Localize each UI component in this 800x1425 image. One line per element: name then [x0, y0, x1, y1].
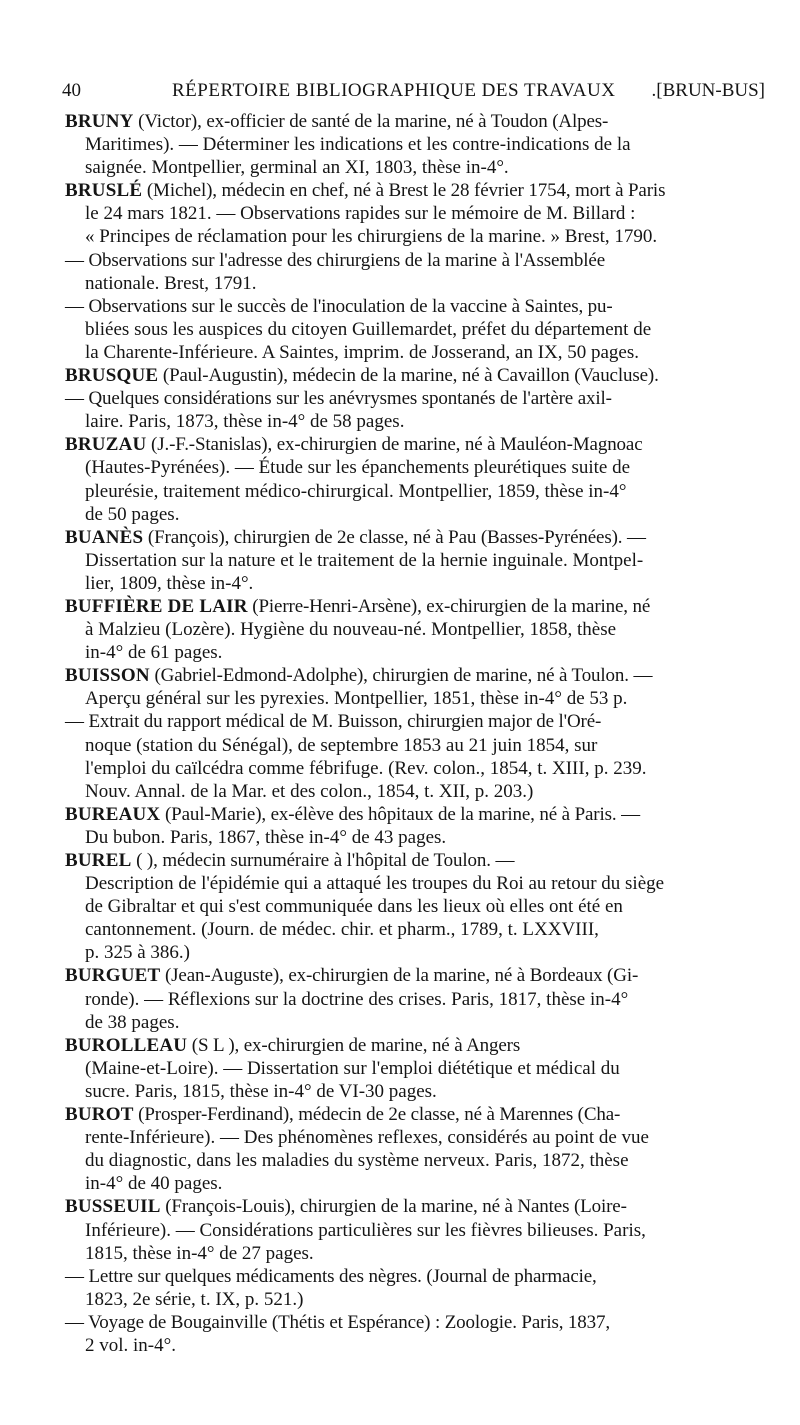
- entry-text-line: 1815, thèse in-4° de 27 pages.: [85, 1242, 314, 1264]
- entry-text-line: du diagnostic, dans les maladies du système nerveux. Paris, 1872, thèse: [85, 1150, 629, 1172]
- entry-text-line: Nouv. Annal. de la Mar. et des colon., 1854, t. XII, p. 203.): [85, 780, 534, 802]
- entry-text-line: (Hautes-Pyrénées). — Étude sur les épanchements pleurétiques suite de: [85, 457, 631, 479]
- entry-text-line: cantonnement. (Journ. de médec. chir. et pharm., 1789, t. LXXVIII,: [85, 919, 599, 941]
- entry-text-line: — Lettre sur quelques médicaments des nègres. (Journal de pharmacie,: [65, 1265, 597, 1287]
- author-name: BRUNY: [65, 111, 134, 132]
- entry-text-line: — Observations sur le succès de l'inoculation de la vaccine à Saintes, pu-: [65, 295, 613, 317]
- entry-heading-line: BUREAUX (Paul-Marie), ex-élève des hôpitaux de la marine, né à Paris. —: [65, 803, 640, 825]
- entry-heading-line: BRUZAU (J.-F.-Stanislas), ex-chirurgien de marine, né à Mauléon-Magnoac: [65, 434, 643, 456]
- entry-heading-line: BUROLLEAU (S L ), ex-chirurgien de marine, né à Angers: [65, 1034, 521, 1056]
- running-title: RÉPERTOIRE BIBLIOGRAPHIQUE DES TRAVAUX: [172, 80, 616, 101]
- entry-range: .[BRUN-BUS]: [651, 80, 765, 101]
- entry-text-line: ronde). — Réflexions sur la doctrine des crises. Paris, 1817, thèse in-4°: [85, 988, 629, 1010]
- bibliography-entry: [65, 664, 765, 803]
- entry-text-line: in-4° de 40 pages.: [85, 1173, 223, 1195]
- entry-text-line: Maritimes). — Déterminer les indications et les contre-indications de la: [85, 134, 631, 156]
- entry-text-line: p. 325 à 386.): [85, 942, 191, 964]
- entry-text-line: — Extrait du rapport médical de M. Buisson, chirurgien major de l'Oré-: [65, 711, 602, 733]
- author-name: BUREAUX: [65, 803, 161, 825]
- page-number: 40: [62, 80, 81, 101]
- entry-text-line: — Quelques considérations sur les anévrysmes spontanés de l'artère axil-: [65, 388, 612, 410]
- entry-text-line: à Malzieu (Lozère). Hygiène du nouveau-né. Montpellier, 1858, thèse: [85, 619, 617, 641]
- entry-heading-line: BUREL ( ), médecin surnuméraire à l'hôpital de Toulon. —: [65, 850, 515, 871]
- entry-text-line: noque (station du Sénégal), de septembre 1853 au 21 juin 1854, sur: [85, 734, 598, 756]
- entry-text-line: Dissertation sur la nature et le traitement de la hernie inguinale. Montpel-: [85, 549, 644, 571]
- author-name: BRUSLÉ: [65, 180, 143, 202]
- entry-text-line: — Observations sur l'adresse des chirurgiens de la marine à l'Assemblée: [65, 249, 606, 271]
- author-name: BRUZAU: [65, 434, 147, 456]
- page-header: [62, 76, 765, 106]
- entry-heading-line: BUSSEUIL (François-Louis), chirurgien de la marine, né à Nantes (Loire-: [65, 1196, 627, 1218]
- entry-text-line: in-4° de 61 pages.: [85, 642, 223, 664]
- entry-text-line: pleurésie, traitement médico-chirurgical. Montpellier, 1859, thèse in-4°: [85, 480, 627, 502]
- entry-text-line: de 38 pages.: [85, 1011, 180, 1033]
- entry-text-line: « Principes de réclamation pour les chirurgiens de la marine. » Brest, 1790.: [85, 226, 658, 248]
- author-name: BRUSQUE: [65, 365, 159, 387]
- bibliography-entry: [65, 1103, 765, 1195]
- entry-text-line: 2 vol. in-4°.: [85, 1334, 176, 1356]
- author-name: BUREL: [65, 850, 132, 871]
- bibliography-entry: [65, 364, 765, 433]
- entry-text-line: Inférieure). — Considérations particulières sur les fièvres bilieuses. Paris,: [85, 1219, 646, 1241]
- entry-text-line: de Gibraltar et qui s'est communiquée dans les lieux où elles ont été en: [85, 896, 623, 918]
- entry-text-line: bliées sous les auspices du citoyen Guillemardet, préfet du département de: [85, 318, 652, 340]
- entry-heading-line: BUISSON (Gabriel-Edmond-Adolphe), chirurgien de marine, né à Toulon. —: [65, 665, 653, 687]
- author-name: BUFFIÈRE DE LAIR: [65, 595, 248, 617]
- bibliography-entry: [65, 110, 765, 179]
- entry-text-line: le 24 mars 1821. — Observations rapides sur le mémoire de M. Billard :: [85, 203, 636, 225]
- bibliography-entry: [65, 849, 765, 964]
- entry-text-line: laire. Paris, 1873, thèse in-4° de 58 pages.: [85, 411, 405, 433]
- entry-heading-line: BUFFIÈRE DE LAIR (Pierre-Henri-Arsène), ex-chirurgien de la marine, né: [65, 595, 651, 617]
- entry-text-line: (Maine-et-Loire). — Dissertation sur l'emploi diététique et médical du: [85, 1057, 620, 1079]
- bibliography-entry: [65, 1034, 765, 1103]
- bibliography-entry: [65, 433, 765, 525]
- bibliography-entry: [65, 803, 765, 849]
- entry-text-line: Du bubon. Paris, 1867, thèse in-4° de 43 pages.: [85, 826, 447, 848]
- entry-text-line: de 50 pages.: [85, 503, 180, 525]
- author-name: BUISSON: [65, 665, 150, 687]
- entry-text-line: sucre. Paris, 1815, thèse in-4° de VI-30 pages.: [85, 1080, 437, 1102]
- entry-heading-line: BURGUET (Jean-Auguste), ex-chirurgien de la marine, né à Bordeaux (Gi-: [65, 965, 639, 987]
- entry-text-line: saignée. Montpellier, germinal an XI, 1803, thèse in-4°.: [85, 157, 509, 179]
- entry-heading-line: BRUSLÉ (Michel), médecin en chef, né à Brest le 28 février 1754, mort à Paris: [65, 180, 666, 202]
- bibliography-entries: [65, 110, 765, 1357]
- entry-text-line: Aperçu général sur les pyrexies. Montpellier, 1851, thèse in-4° de 53 p.: [85, 688, 628, 710]
- entry-heading-line: BRUNY (Victor), ex-officier de santé de la marine, né à Toudon (Alpes-: [65, 111, 609, 132]
- bibliography-entry: [65, 179, 765, 364]
- entry-text-line: — Voyage de Bougainville (Thétis et Espérance) : Zoologie. Paris, 1837,: [65, 1311, 610, 1333]
- bibliography-entry: [65, 1195, 765, 1357]
- author-name: BUROLLEAU: [65, 1034, 188, 1056]
- entry-heading-line: BUANÈS (François), chirurgien de 2e classe, né à Pau (Basses-Pyrénées). —: [65, 526, 646, 548]
- bibliography-entry: [65, 595, 765, 664]
- bibliography-entry: [65, 964, 765, 1033]
- author-name: BUANÈS: [65, 526, 144, 548]
- entry-text-line: rente-Inférieure). — Des phénomènes reflexes, considérés au point de vue: [85, 1127, 649, 1149]
- author-name: BUSSEUIL: [65, 1196, 161, 1218]
- entry-text-line: l'emploi du caïlcédra comme fébrifuge. (Rev. colon., 1854, t. XIII, p. 239.: [85, 757, 647, 779]
- bibliography-entry: [65, 526, 765, 595]
- entry-heading-line: BRUSQUE (Paul-Augustin), médecin de la marine, né à Cavaillon (Vaucluse).: [65, 365, 659, 387]
- author-name: BURGUET: [65, 965, 161, 987]
- entry-text-line: nationale. Brest, 1791.: [85, 272, 257, 294]
- entry-text-line: lier, 1809, thèse in-4°.: [85, 572, 254, 594]
- entry-text-line: 1823, 2e série, t. IX, p. 521.): [85, 1288, 304, 1310]
- entry-text-line: la Charente-Inférieure. A Saintes, imprim. de Josserand, an IX, 50 pages.: [85, 341, 640, 363]
- entry-text-line: Description de l'épidémie qui a attaqué les troupes du Roi au retour du siège: [85, 873, 665, 895]
- author-name: BUROT: [65, 1104, 134, 1126]
- entry-heading-line: BUROT (Prosper-Ferdinand), médecin de 2e classe, né à Marennes (Cha-: [65, 1104, 621, 1126]
